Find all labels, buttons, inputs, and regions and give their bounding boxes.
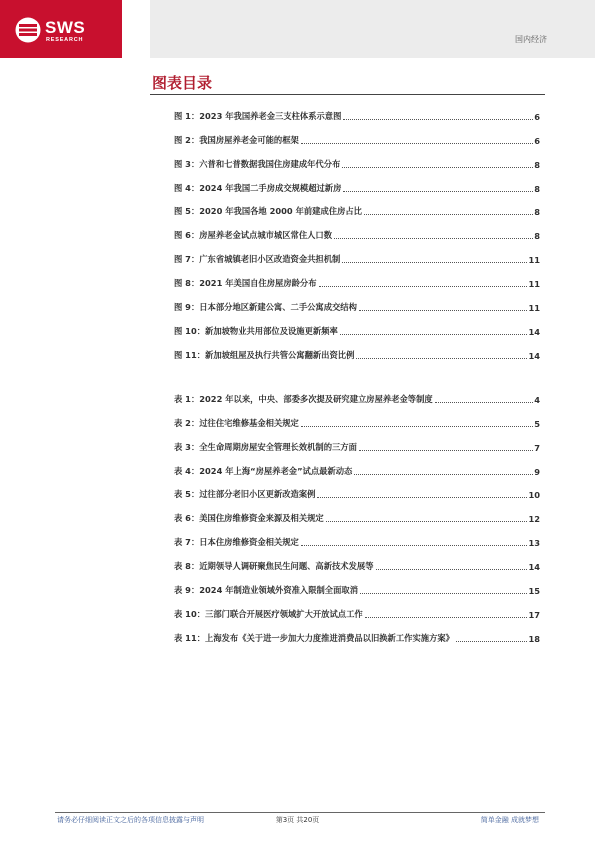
toc-entry-label: 表 1：2022 年以来，中央、部委多次提及研究建立房屋养老金等制度 [174, 393, 433, 404]
toc-entry-page: 14 [528, 562, 540, 573]
toc-entry[interactable] [174, 294, 540, 318]
table-list [174, 386, 540, 649]
toc-entry-label: 图 4：2024 年我国二手房成交规模超过新房 [174, 182, 342, 193]
toc-entry[interactable] [174, 601, 540, 625]
toc-entry[interactable] [174, 577, 540, 601]
toc-dot-leader [319, 286, 528, 287]
toc-entry-page: 12 [528, 514, 540, 525]
toc-dot-leader [365, 617, 528, 618]
toc-dot-leader [301, 143, 533, 144]
toc-entry-label: 表 11：上海发布《关于进一步加大力度推进消费品以旧换新工作实施方案》 [174, 632, 454, 643]
toc-dot-leader [342, 167, 533, 168]
toc-dot-leader [340, 334, 528, 335]
toc-entry-page: 6 [534, 111, 540, 122]
toc-entry-page: 11 [528, 279, 540, 290]
toc-entry-page: 5 [534, 418, 540, 429]
toc-entry[interactable] [174, 103, 540, 127]
toc-entry-page: 17 [528, 609, 540, 620]
toc-entry[interactable] [174, 199, 540, 223]
toc-entry-label: 图 3：六普和七普数据我国住房建成年代分布 [174, 158, 341, 169]
sws-logo [14, 16, 114, 46]
toc-entry[interactable] [174, 458, 540, 482]
toc-entry-label: 表 6：美国住房维修资金来源及相关规定 [174, 513, 324, 524]
toc-entry[interactable] [174, 151, 540, 175]
toc-dot-leader [456, 641, 528, 642]
toc-entry[interactable] [174, 386, 540, 410]
toc-entry[interactable] [174, 222, 540, 246]
toc-dot-leader [334, 238, 533, 239]
logo-subtext: RESEARCH [46, 37, 84, 43]
toc-entry-page: 14 [528, 326, 540, 337]
toc-entry[interactable] [174, 246, 540, 270]
toc-entry-page: 11 [528, 255, 540, 266]
toc-entry[interactable] [174, 175, 540, 199]
toc-entry[interactable] [174, 529, 540, 553]
toc-entry-page: 8 [534, 159, 540, 170]
toc-dot-leader [360, 593, 527, 594]
toc-entry-page: 8 [534, 183, 540, 194]
toc-dot-leader [356, 358, 527, 359]
toc-entry[interactable] [174, 505, 540, 529]
toc-entry-page: 9 [534, 466, 540, 477]
toc-entry[interactable] [174, 410, 540, 434]
toc-entry-label: 图 8：2021 年美国自住房屋房龄分布 [174, 278, 317, 289]
toc-entry-page: 7 [534, 442, 540, 453]
toc-entry[interactable] [174, 482, 540, 506]
toc-entry-label: 图 2：我国房屋养老金可能的框架 [174, 134, 299, 145]
toc-entry-page: 4 [534, 394, 540, 405]
toc-entry-page: 8 [534, 207, 540, 218]
toc-dot-leader [359, 450, 533, 451]
footer-disclaimer: 请务必仔细阅读正文之后的各项信息披露与声明 [57, 816, 204, 824]
toc-entry-page: 8 [534, 231, 540, 242]
toc-entry-page: 13 [528, 538, 540, 549]
toc-entry-page: 14 [528, 350, 540, 361]
toc-entry-page: 15 [528, 586, 540, 597]
toc-entry[interactable] [174, 434, 540, 458]
toc-dot-leader [342, 262, 527, 263]
toc-entry-label: 图 11：新加坡组屋及执行共管公寓翻新出资比例 [174, 349, 355, 360]
logo-text: SWS [45, 18, 86, 37]
footer-page-number: 第3页 共20页 [275, 816, 320, 824]
toc-entry-label: 图 5：2020 年我国各地 2000 年前建成住房占比 [174, 206, 362, 217]
toc-entry-label: 图 9：日本部分地区新建公寓、二手公寓成交结构 [174, 302, 357, 313]
toc-dot-leader [326, 521, 528, 522]
toc-entry[interactable] [174, 127, 540, 151]
footer-slogan: 简单金融 成就梦想 [480, 816, 539, 824]
toc-dot-leader [354, 474, 533, 475]
toc-entry-label: 图 1：2023 年我国养老金三支柱体系示意图 [174, 110, 342, 121]
header-bar [150, 0, 595, 58]
toc-dot-leader [435, 402, 534, 403]
toc-entry-page: 11 [528, 303, 540, 314]
toc-entry-label: 表 10：三部门联合开展医疗领域扩大开放试点工作 [174, 608, 363, 619]
page-title: 图表目录 [152, 74, 213, 92]
toc-dot-leader [317, 497, 527, 498]
toc-entry-label: 表 4：2024 年上海“房屋养老金”试点最新动态 [174, 465, 353, 476]
toc-dot-leader [359, 310, 528, 311]
toc-entry-page: 18 [528, 633, 540, 644]
toc-entry-label: 表 9：2024 年制造业领域外资准入限制全面取消 [174, 585, 358, 596]
toc-entry-label: 图 10：新加坡物业共用部位及设施更新频率 [174, 325, 338, 336]
toc-entry-label: 图 7：广东省城镇老旧小区改造资金共担机制 [174, 254, 341, 265]
toc-entry-label: 图 6：房屋养老金试点城市城区常住人口数 [174, 230, 333, 241]
toc-dot-leader [343, 191, 533, 192]
figure-list [174, 103, 540, 366]
footer-divider [55, 812, 545, 813]
toc-entry-label: 表 7：日本住房维修资金相关规定 [174, 537, 299, 548]
sws-logo-icon [14, 16, 42, 44]
toc-dot-leader [301, 426, 533, 427]
toc-entry-label: 表 2：过往住宅维修基金相关规定 [174, 417, 299, 428]
header-category: 国内经济 [515, 35, 547, 44]
toc-entry-label: 表 8：近期领导人调研聚焦民生问题、高新技术发展等 [174, 561, 374, 572]
title-divider [150, 94, 545, 95]
toc-entry[interactable] [174, 553, 540, 577]
toc-entry[interactable] [174, 318, 540, 342]
toc-dot-leader [301, 545, 528, 546]
toc-entry[interactable] [174, 625, 540, 649]
toc-entry-page: 10 [528, 490, 540, 501]
toc-entry-label: 表 5：过往部分老旧小区更新改造案例 [174, 489, 316, 500]
toc-entry-page: 6 [534, 135, 540, 146]
toc-dot-leader [343, 119, 533, 120]
toc-entry[interactable] [174, 342, 540, 366]
toc-entry-label: 表 3：全生命周期房屋安全管理长效机制的三方面 [174, 441, 357, 452]
toc-dot-leader [364, 214, 533, 215]
toc-dot-leader [376, 569, 528, 570]
toc-entry[interactable] [174, 270, 540, 294]
